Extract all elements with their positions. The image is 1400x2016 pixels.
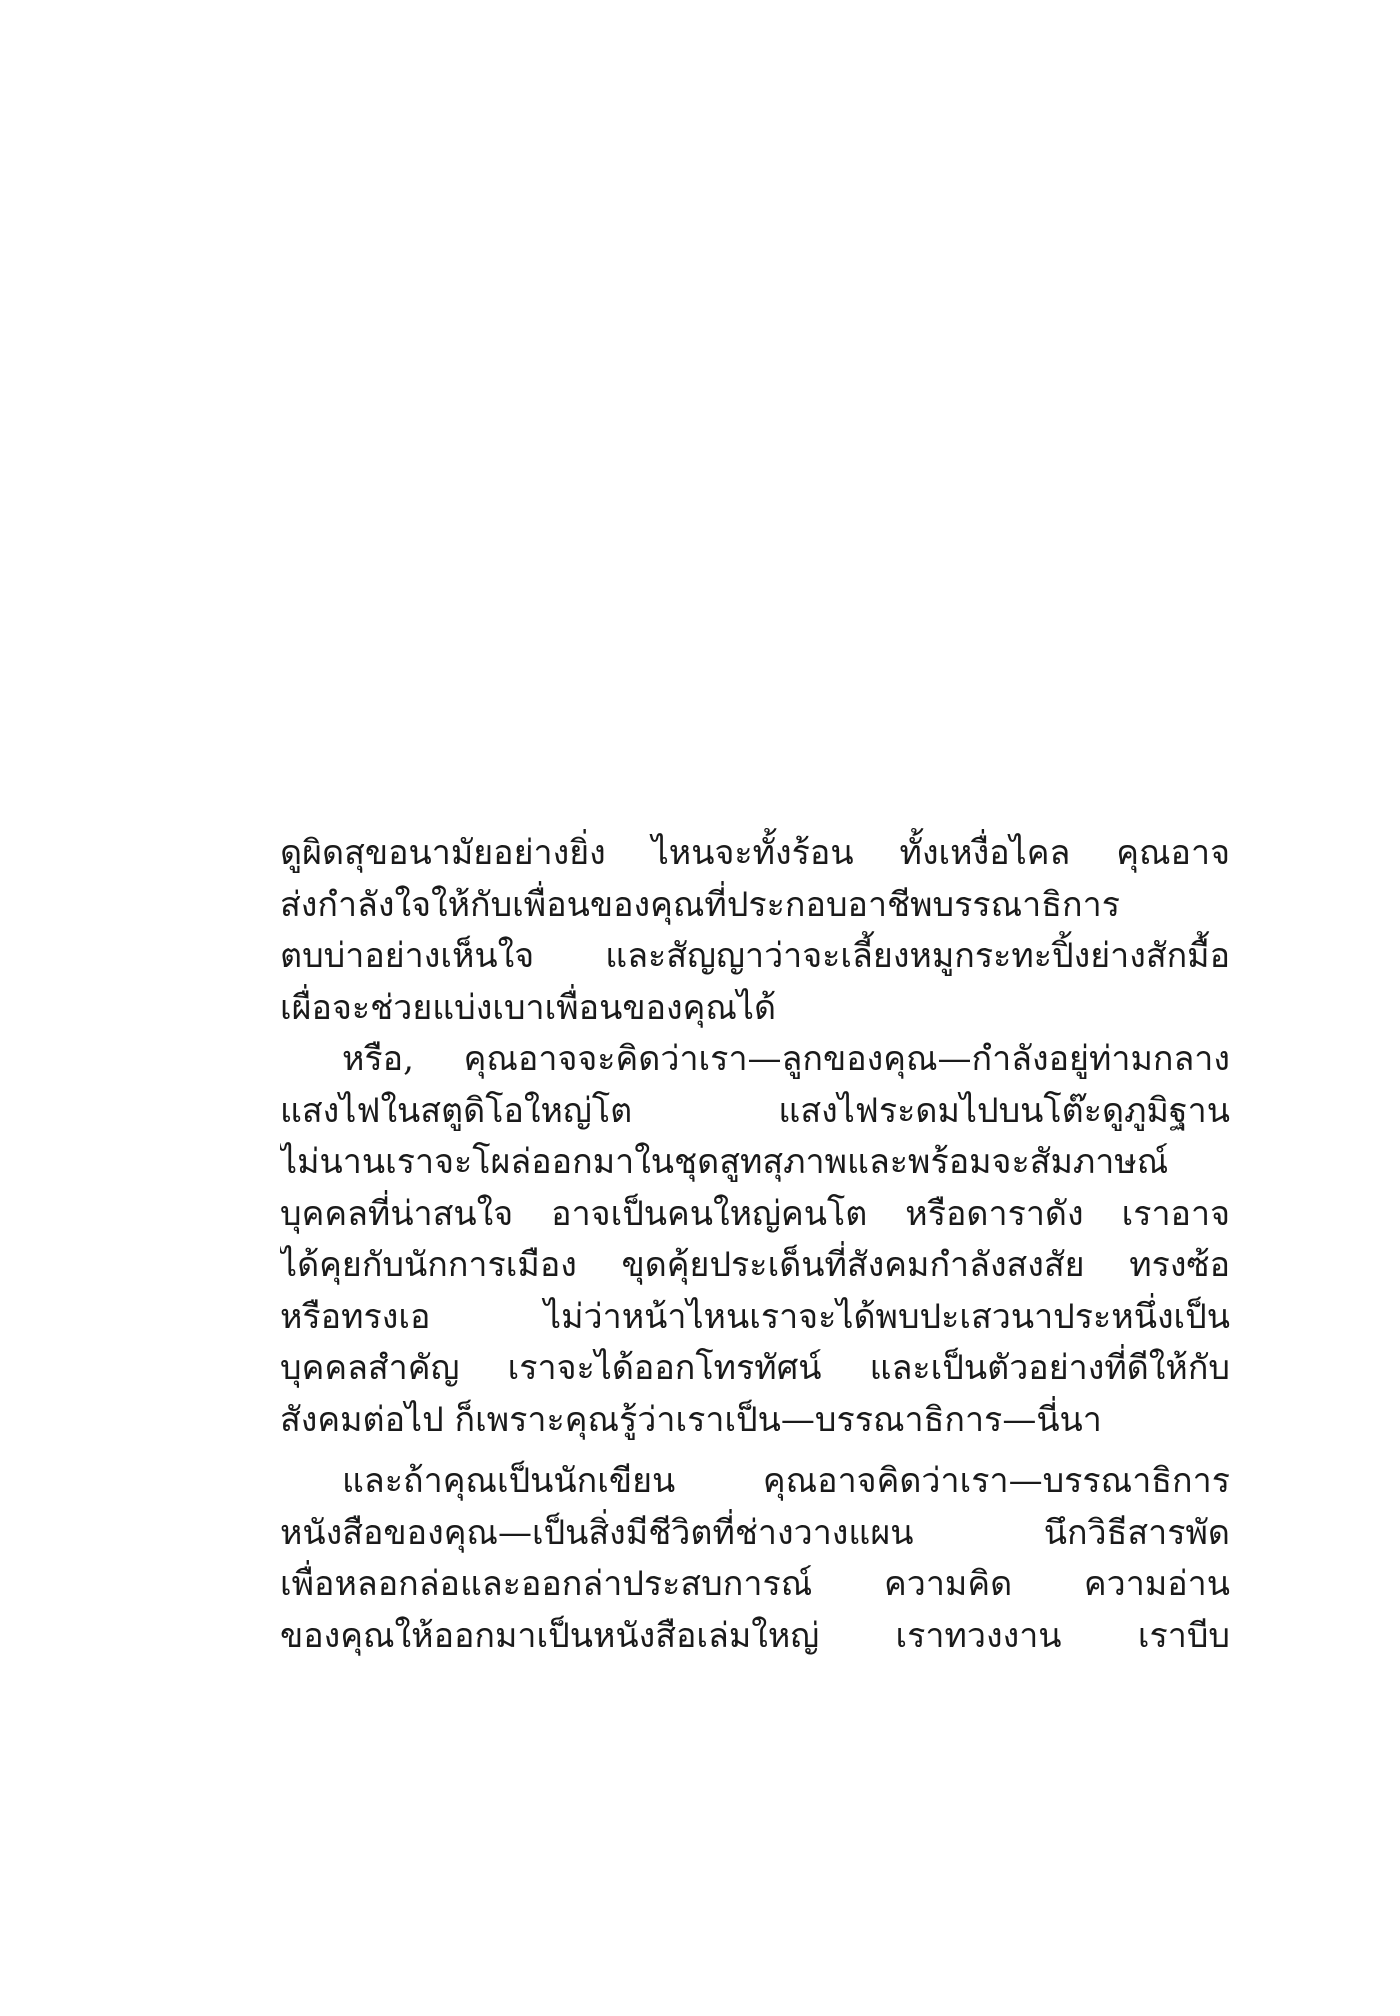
text-line: และถ้าคุณเป็นนักเขียน คุณอาจคิดว่าเรา—บรรณาธิการ: [342, 1461, 1230, 1501]
paragraph-gap: [280, 1446, 1230, 1456]
paragraph-1: [280, 828, 1230, 1034]
text-line: ส่งกำลังใจให้กับเพื่อนของคุณที่ประกอบอาชีพบรรณาธิการ: [280, 884, 1120, 925]
text-line: สังคมต่อไป ก็เพราะคุณรู้ว่าเราเป็น—บรรณาธิการ—นี่นา: [280, 1399, 1102, 1440]
text-line: หนังสือของคุณ—เป็นสิ่งมีชีวิตที่ช่างวางแผน นึกวิธีสารพัด: [280, 1512, 1230, 1553]
text-line: เผื่อจะช่วยแบ่งเบาเพื่อนของคุณได้: [280, 987, 777, 1028]
paragraph-2: [280, 1034, 1230, 1446]
text-line: หรือ, คุณอาจจะคิดว่าเรา—ลูกของคุณ—กำลังอยู่ท่ามกลาง: [342, 1039, 1230, 1079]
text-line: เพื่อหลอกล่อและออกล่าประสบการณ์ ความคิด ความอ่าน: [280, 1564, 1230, 1604]
text-line: แสงไฟในสตูดิโอใหญ่โต แสงไฟระดมไปบนโต๊ะดูภูมิฐาน: [280, 1090, 1230, 1131]
text-line: ได้คุยกับนักการเมือง ขุดคุ้ยประเด็นที่สังคมกำลังสงสัย ทรงซ้อ: [280, 1245, 1230, 1285]
body-text: [280, 828, 1230, 1662]
text-line: ของคุณให้ออกมาเป็นหนังสือเล่มใหญ่ เราทวงงาน เราบีบ: [280, 1615, 1230, 1656]
paragraph-3: [280, 1456, 1230, 1662]
text-line: ตบบ่าอย่างเห็นใจ และสัญญาว่าจะเลี้ยงหมูกระทะปิ้งย่างสักมื้อ: [280, 936, 1230, 976]
text-line: บุคคลสำคัญ เราจะได้ออกโทรทัศน์ และเป็นตัวอย่างที่ดีให้กับ: [280, 1348, 1230, 1388]
text-line: บุคคลที่น่าสนใจ อาจเป็นคนใหญ่คนโต หรือดาราดัง เราอาจ: [280, 1193, 1230, 1234]
text-line: หรือทรงเอ ไม่ว่าหน้าไหนเราจะได้พบปะเสวนาประหนึ่งเป็น: [280, 1296, 1230, 1337]
text-line: ไม่นานเราจะโผล่ออกมาในชุดสูทสุภาพและพร้อมจะสัมภาษณ์: [280, 1142, 1169, 1182]
text-line: ดูผิดสุขอนามัยอย่างยิ่ง ไหนจะทั้งร้อน ทั้งเหงื่อไคล คุณอาจ: [280, 833, 1230, 873]
